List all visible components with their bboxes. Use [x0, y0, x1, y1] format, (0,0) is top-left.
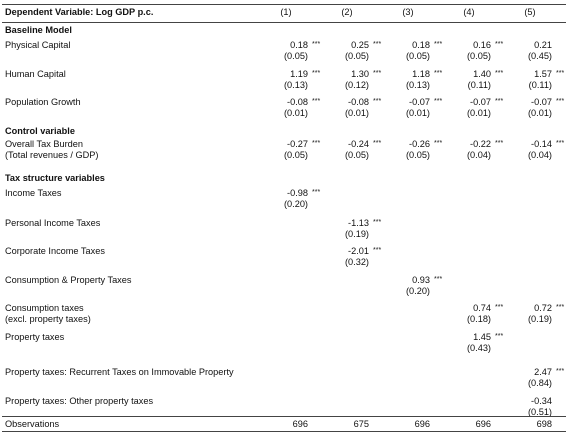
coefficient: -0.34: [531, 396, 552, 406]
significance-stars: ***: [495, 41, 504, 48]
top-rule: [2, 4, 566, 5]
row-label: Property taxes: [5, 332, 65, 342]
standard-error: (0.04): [527, 150, 552, 160]
standard-error: (0.13): [283, 80, 308, 90]
standard-error: (0.01): [344, 108, 369, 118]
significance-stars: ***: [434, 70, 443, 77]
coefficient: -2.01: [348, 246, 369, 256]
column-header: (2): [341, 7, 353, 17]
significance-stars: ***: [434, 41, 443, 48]
coefficient: -0.98: [287, 188, 308, 198]
column-header: (1): [280, 7, 292, 17]
significance-stars: ***: [312, 140, 321, 147]
row-label: Population Growth: [5, 97, 81, 107]
dependent-variable-label: Dependent Variable: Log GDP p.c.: [5, 7, 154, 17]
observations-value: 696: [414, 419, 430, 429]
standard-error: (0.05): [344, 150, 369, 160]
significance-stars: ***: [495, 70, 504, 77]
row-label-sub: (Total revenues / GDP): [5, 150, 99, 160]
column-header: (5): [524, 7, 536, 17]
significance-stars: ***: [556, 368, 565, 375]
coefficient: 0.72: [534, 303, 552, 313]
coefficient: 2.47: [534, 367, 552, 377]
observations-label: Observations: [5, 419, 60, 429]
standard-error: (0.84): [527, 378, 552, 388]
standard-error: (0.01): [283, 108, 308, 118]
row-label: Consumption taxes: [5, 303, 84, 313]
standard-error: (0.01): [527, 108, 552, 118]
row-label: Corporate Income Taxes: [5, 246, 105, 256]
section-tax-structure: Tax structure variables: [5, 173, 105, 183]
significance-stars: ***: [556, 98, 565, 105]
coefficient: 0.25: [351, 40, 369, 50]
coefficient: 1.30: [351, 69, 369, 79]
significance-stars: ***: [312, 189, 321, 196]
header-rule: [2, 22, 566, 23]
bottom-rule: [2, 431, 566, 432]
coefficient: -0.07: [531, 97, 552, 107]
standard-error: (0.32): [344, 257, 369, 267]
standard-error: (0.11): [467, 80, 491, 90]
coefficient: 0.16: [473, 40, 491, 50]
row-label: Personal Income Taxes: [5, 218, 101, 228]
standard-error: (0.05): [283, 51, 308, 61]
standard-error: (0.19): [344, 229, 369, 239]
standard-error: (0.12): [344, 80, 369, 90]
coefficient: -0.27: [287, 139, 308, 149]
coefficient: 1.45: [473, 332, 491, 342]
column-header: (4): [463, 7, 475, 17]
standard-error: (0.01): [466, 108, 491, 118]
coefficient: -0.24: [348, 139, 369, 149]
significance-stars: ***: [434, 140, 443, 147]
section-control-variable: Control variable: [5, 126, 75, 136]
significance-stars: ***: [312, 41, 321, 48]
significance-stars: ***: [495, 333, 504, 340]
significance-stars: ***: [373, 219, 382, 226]
significance-stars: ***: [495, 304, 504, 311]
standard-error: (0.11): [528, 80, 552, 90]
row-label-sub: (excl. property taxes): [5, 314, 91, 324]
standard-error: (0.05): [283, 150, 308, 160]
significance-stars: ***: [495, 140, 504, 147]
standard-error: (0.20): [283, 199, 308, 209]
significance-stars: ***: [373, 98, 382, 105]
significance-stars: ***: [434, 276, 443, 283]
coefficient: -0.26: [409, 139, 430, 149]
coefficient: 1.40: [473, 69, 491, 79]
coefficient: -0.22: [470, 139, 491, 149]
standard-error: (0.19): [527, 314, 552, 324]
standard-error: (0.05): [466, 51, 491, 61]
coefficient: -0.08: [287, 97, 308, 107]
standard-error: (0.01): [405, 108, 430, 118]
standard-error: (0.04): [466, 150, 491, 160]
significance-stars: ***: [312, 70, 321, 77]
row-label: Physical Capital: [5, 40, 71, 50]
standard-error: (0.05): [344, 51, 369, 61]
row-label: Consumption & Property Taxes: [5, 275, 132, 285]
significance-stars: ***: [373, 140, 382, 147]
row-label: Income Taxes: [5, 188, 62, 198]
significance-stars: ***: [373, 41, 382, 48]
coefficient: 0.74: [473, 303, 491, 313]
row-label: Overall Tax Burden: [5, 139, 83, 149]
coefficient: -0.07: [409, 97, 430, 107]
coefficient: 0.21: [534, 40, 552, 50]
coefficient: -0.07: [470, 97, 491, 107]
row-label: Property taxes: Recurrent Taxes on Immovable Property: [5, 367, 234, 377]
observations-value: 696: [475, 419, 491, 429]
significance-stars: ***: [434, 98, 443, 105]
coefficient: -1.13: [348, 218, 369, 228]
significance-stars: ***: [556, 70, 565, 77]
column-header: (3): [402, 7, 414, 17]
standard-error: (0.05): [405, 150, 430, 160]
coefficient: 0.18: [412, 40, 430, 50]
coefficient: -0.14: [531, 139, 552, 149]
observations-rule: [2, 416, 566, 417]
standard-error: (0.05): [405, 51, 430, 61]
standard-error: (0.45): [527, 51, 552, 61]
significance-stars: ***: [373, 70, 382, 77]
coefficient: 0.93: [412, 275, 430, 285]
significance-stars: ***: [495, 98, 504, 105]
observations-value: 675: [353, 419, 369, 429]
standard-error: (0.51): [527, 407, 552, 417]
standard-error: (0.13): [405, 80, 430, 90]
significance-stars: ***: [556, 140, 565, 147]
observations-value: 698: [536, 419, 552, 429]
coefficient: 0.18: [290, 40, 308, 50]
coefficient: 1.57: [534, 69, 552, 79]
significance-stars: ***: [373, 247, 382, 254]
observations-value: 696: [292, 419, 308, 429]
standard-error: (0.43): [466, 343, 491, 353]
coefficient: 1.18: [412, 69, 430, 79]
coefficient: 1.19: [290, 69, 308, 79]
standard-error: (0.18): [466, 314, 491, 324]
row-label: Property taxes: Other property taxes: [5, 396, 154, 406]
standard-error: (0.20): [405, 286, 430, 296]
section-baseline-model: Baseline Model: [5, 25, 72, 35]
row-label: Human Capital: [5, 69, 66, 79]
significance-stars: ***: [556, 304, 565, 311]
significance-stars: ***: [312, 98, 321, 105]
coefficient: -0.08: [348, 97, 369, 107]
